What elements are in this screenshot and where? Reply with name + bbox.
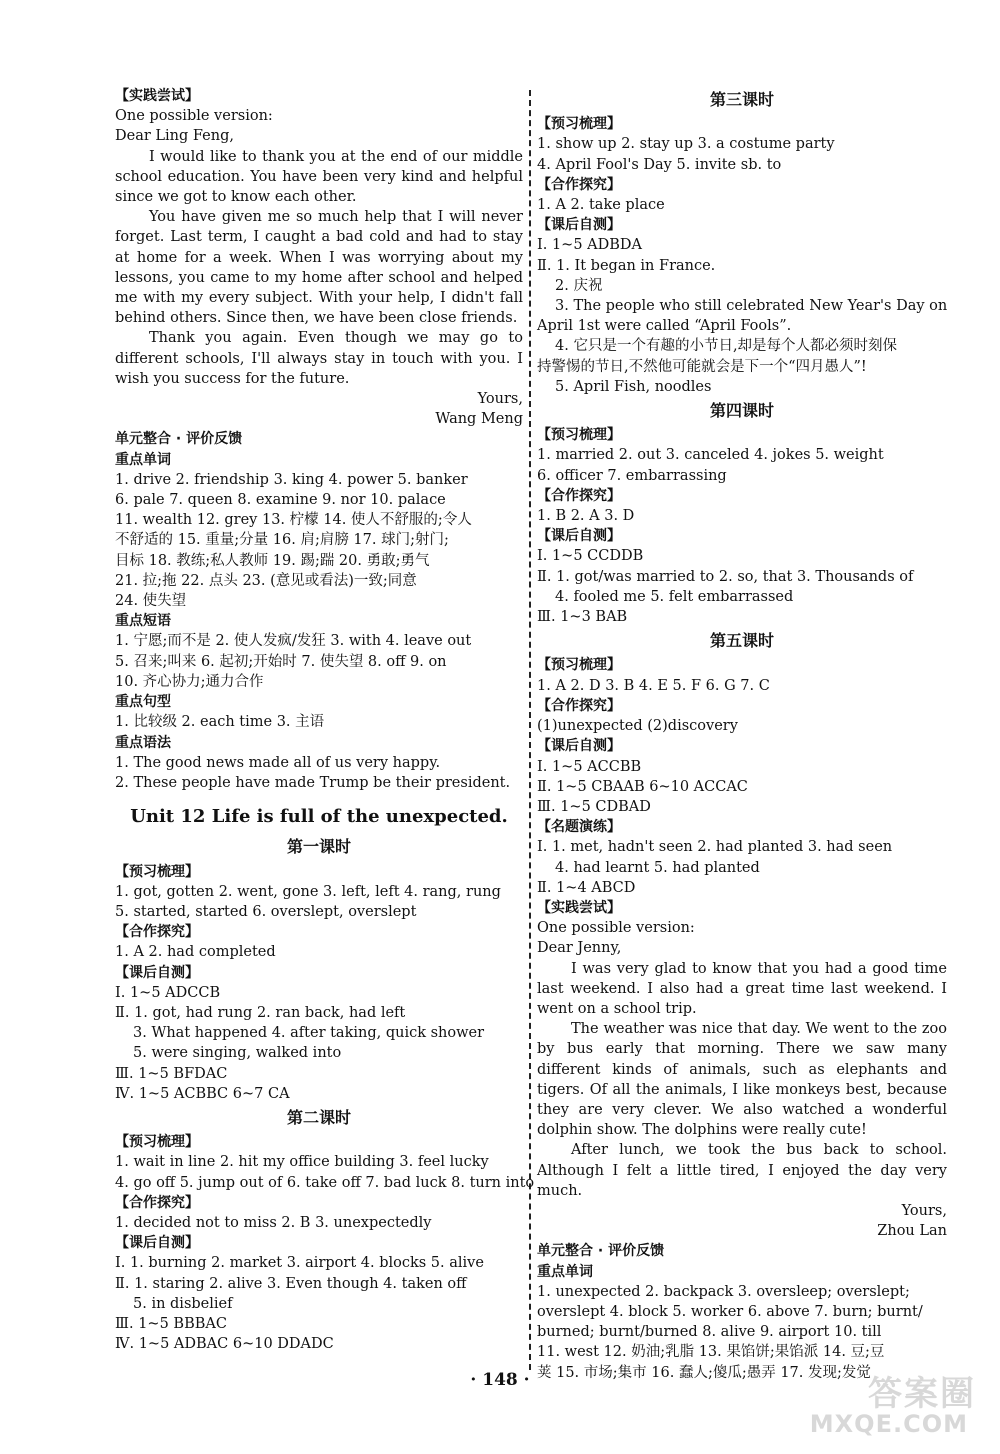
answer-line: 5. 召来;叫来 6. 起初;开始时 7. 使失望 8. off 9. on xyxy=(115,653,447,670)
answer-line: Ⅳ. 1~5 ACBBC 6~7 CA xyxy=(115,1085,290,1102)
answer-line: Ⅱ. 1. got, had rung 2. ran back, had left xyxy=(115,1004,406,1021)
answer-line: 3. The people who still celebrated New Year's Day on xyxy=(555,298,948,315)
answer-line: burned; burnt/burned 8. alive 9. airport 10. till xyxy=(537,1324,882,1341)
answer-line: (1)unexpected (2)discovery xyxy=(537,718,738,735)
letter-greeting: Dear Jenny, xyxy=(537,940,622,957)
answer-line: 4. April Fool's Day 5. invite sb. to xyxy=(537,156,782,173)
section-heading: 【预习梳理】 xyxy=(537,427,621,444)
answer-line: Ⅱ. 1. staring 2. alive 3. Even though 4. taken off xyxy=(115,1275,467,1292)
section-heading: 【预习梳理】 xyxy=(115,1134,199,1151)
section-heading: 【课后自测】 xyxy=(115,1235,199,1252)
answer-line: Ⅰ. 1~5 CCDDB xyxy=(537,548,644,565)
answer-line: 1. 比较级 2. each time 3. 主语 xyxy=(115,714,325,731)
answer-line: Ⅱ. 1. got/was married to 2. so, that 3. Thousands of xyxy=(537,568,914,585)
section-heading: 【实践尝试】 xyxy=(115,88,199,104)
section-heading: 【合作探究】 xyxy=(537,697,621,714)
answer-line: overslept 4. block 5. worker 6. above 7. burn; burnt/ xyxy=(537,1303,923,1320)
answer-line: 11. west 12. 奶油;乳脂 13. 果馅饼;果馅派 14. 豆;豆 xyxy=(537,1344,885,1361)
period-title: 第四课时 xyxy=(709,401,774,421)
letter-signature: Wang Meng xyxy=(435,411,523,428)
section-heading: 【合作探究】 xyxy=(115,924,199,941)
answer-line: 4. 它只是一个有趣的小节日,却是每个人都必须时刻保 xyxy=(555,338,898,355)
answer-line: 1. The good news made all of us very happy. xyxy=(115,754,441,771)
answer-line: Ⅰ. 1~5 ACCBB xyxy=(537,758,642,775)
section-heading: 【预习梳理】 xyxy=(115,863,199,880)
watermark-logo xyxy=(760,1364,980,1444)
answer-line: 1. 宁愿;而不是 2. 使人发疯/发狂 3. with 4. leave out xyxy=(115,633,472,650)
answer-line: 5. April Fish, noodles xyxy=(555,378,712,395)
answer-line: 1. A 2. take place xyxy=(537,197,665,214)
answer-line: 1. got, gotten 2. went, gone 3. left, left 4. rang, rung xyxy=(115,883,501,900)
answer-line: 1. drive 2. friendship 3. king 4. power 5. banker xyxy=(115,471,468,488)
section-heading: 【预习梳理】 xyxy=(537,657,621,674)
section-heading: 【合作探究】 xyxy=(537,487,621,504)
answer-line: 2. 庆祝 xyxy=(555,277,603,294)
answer-line: 10. 齐心协力;通力合作 xyxy=(115,673,264,690)
answer-line: Ⅱ. 1~4 ABCD xyxy=(537,879,636,896)
letter-paragraph: I would like to thank you at the end of our middle school education. You have been very kind and helpful since we got to know each other. xyxy=(115,148,523,206)
section-heading: 重点单词 xyxy=(115,451,171,468)
letter-greeting: Dear Ling Feng, xyxy=(115,128,234,145)
period-title: 第五课时 xyxy=(709,631,774,651)
letter-signature: Zhou Lan xyxy=(877,1223,947,1240)
answer-line: Ⅲ. 1~5 CDBAD xyxy=(537,798,651,815)
unit-review-heading: 单元整合 · 评价反馈 xyxy=(115,431,243,448)
section-heading: 【合作探究】 xyxy=(537,176,621,193)
answer-line: Ⅰ. 1. burning 2. market 3. airport 4. blocks 5. alive xyxy=(115,1255,484,1272)
section-heading: 重点单词 xyxy=(537,1263,593,1280)
section-heading: 【课后自测】 xyxy=(115,964,199,981)
section-heading: 【合作探究】 xyxy=(115,1194,199,1211)
answer-line: 4. had learnt 5. had planted xyxy=(555,859,760,876)
answer-line: Ⅰ. 1~5 ADBDA xyxy=(537,237,643,254)
section-heading: 【课后自测】 xyxy=(537,217,621,234)
section-heading: 重点短语 xyxy=(115,613,171,630)
answer-line: Ⅰ. 1. met, hadn't seen 2. had planted 3. had seen xyxy=(537,839,893,856)
answer-line: 目标 18. 教练;私人教师 19. 踢;踹 20. 勇敢;勇气 xyxy=(115,552,430,569)
answer-line: 1. wait in line 2. hit my office building 3. feel lucky xyxy=(115,1154,489,1171)
text-line: One possible version: xyxy=(115,108,273,125)
section-heading: 重点语法 xyxy=(115,734,171,751)
answer-line: 1. show up 2. stay up 3. a costume party xyxy=(537,136,835,153)
page-number: · 148 · xyxy=(470,1370,530,1390)
answer-line: Ⅱ. 1~5 CBAAB 6~10 ACCAC xyxy=(537,778,748,795)
answer-line: 持警惕的节日,不然他可能就会是下一个“四月愚人”! xyxy=(537,358,867,375)
letter-paragraph: Thank you again. Even though we may go to different schools, I'll always stay in touch with you. I wish you success for the future. xyxy=(115,330,523,387)
section-heading: 【预习梳理】 xyxy=(537,116,621,133)
letter-paragraph: The weather was nice that day. We went to the zoo by bus early that morning. There we saw many different kinds of animals, such as elephants and tigers. Of all the animals, I like monkeys best, because they are very clever. We also watched a wonderful dolphin show. The dolphins were really cute! xyxy=(537,1021,947,1139)
letter-closing: Yours, xyxy=(477,391,523,408)
answer-line: 1. A 2. D 3. B 4. E 5. F 6. G 7. C xyxy=(537,677,770,694)
left-column xyxy=(115,86,535,1354)
watermark-text: 答案圈 xyxy=(868,1374,976,1414)
letter-paragraph: I was very glad to know that you had a good time last weekend. I also had a great time last weekend. I went on a school trip. xyxy=(537,960,947,1017)
letter-paragraph: After lunch, we took the bus back to school. Although I felt a little tired, I enjoyed the day very much. xyxy=(537,1142,947,1199)
letter-paragraph: You have given me so much help that I will never forget. Last term, I caught a bad cold and had to stay at home for a week. When I was worrying about my lessons, you came to my home after school and helped me with my every subject. With your help, I didn't fall behind others. Since then, we have been close friends. xyxy=(115,209,523,327)
section-heading: 【课后自测】 xyxy=(537,738,621,755)
section-heading: 【实践尝试】 xyxy=(537,899,621,916)
answer-line: 1. married 2. out 3. canceled 4. jokes 5. weight xyxy=(537,447,884,464)
answer-line: Ⅱ. 1. It began in France. xyxy=(537,257,716,274)
answer-line: 1. unexpected 2. backpack 3. oversleep; overslept; xyxy=(537,1283,910,1300)
answer-line: 1. A 2. had completed xyxy=(115,944,276,961)
answer-line: 24. 使失望 xyxy=(115,593,187,610)
answer-line: 1. B 2. A 3. D xyxy=(537,508,635,525)
period-title: 第三课时 xyxy=(709,90,774,109)
section-heading: 【名题演练】 xyxy=(537,819,621,836)
text-line: One possible version: xyxy=(537,920,695,937)
answer-line: 4. go off 5. jump out of 6. take off 7. bad luck 8. turn into xyxy=(115,1174,535,1191)
answer-line: 5. in disbelief xyxy=(133,1295,233,1312)
answer-line: Ⅲ. 1~3 BAB xyxy=(537,609,628,626)
period-title: 第一课时 xyxy=(286,837,351,857)
period-title: 第二课时 xyxy=(286,1107,351,1127)
answer-line: 4. fooled me 5. felt embarrassed xyxy=(555,588,794,605)
letter-closing: Yours, xyxy=(901,1202,947,1219)
answer-line: 6. officer 7. embarrassing xyxy=(537,467,727,484)
watermark-url: MXQE.COM xyxy=(809,1410,968,1438)
answer-line: Ⅲ. 1~5 BFDAC xyxy=(115,1065,228,1082)
answer-line: 11. wealth 12. grey 13. 柠檬 14. 使人不舒服的;令人 xyxy=(115,512,472,529)
unit-title: Unit 12 Life is full of the unexpected. xyxy=(130,806,508,828)
answer-line: 5. started, started 6. overslept, overslept xyxy=(115,903,417,920)
answer-line: 荚 15. 市场;集市 16. 蠢人;傻瓜;愚弄 17. 发现;发觉 xyxy=(537,1364,871,1381)
answer-line: 不舒适的 15. 重量;分量 16. 肩;肩膀 17. 球门;射门; xyxy=(115,532,449,549)
answer-line: 2. These people have made Trump be their president. xyxy=(115,774,511,791)
answer-line: 5. were singing, walked into xyxy=(133,1045,342,1062)
answer-line: Ⅰ. 1~5 ADCCB xyxy=(115,984,221,1001)
answer-line: April 1st were called “April Fools”. xyxy=(537,318,792,335)
answer-line: Ⅲ. 1~5 BBBAC xyxy=(115,1315,227,1332)
answer-line: Ⅳ. 1~5 ADBAC 6~10 DDADC xyxy=(115,1336,334,1353)
unit-review-heading: 单元整合 · 评价反馈 xyxy=(537,1243,665,1260)
right-column xyxy=(537,86,947,1383)
answer-line: 21. 拉;拖 22. 点头 23. (意见或看法)一致;同意 xyxy=(115,572,417,589)
answer-line: 1. decided not to miss 2. B 3. unexpectedly xyxy=(115,1214,432,1231)
answer-line: 6. pale 7. queen 8. examine 9. nor 10. palace xyxy=(115,492,446,509)
section-heading: 重点句型 xyxy=(115,694,171,711)
section-heading: 【课后自测】 xyxy=(537,528,621,545)
answer-line: 3. What happened 4. after taking, quick shower xyxy=(133,1025,485,1042)
